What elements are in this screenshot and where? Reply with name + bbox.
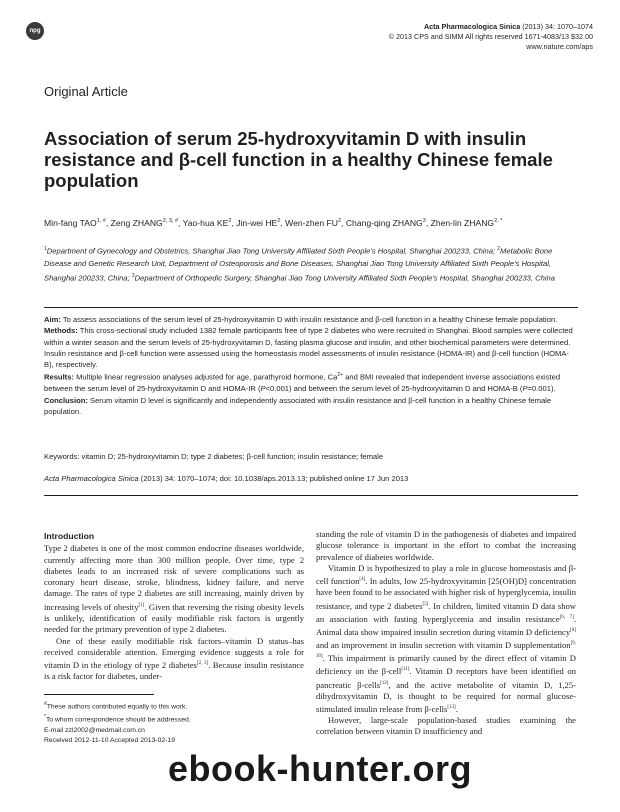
copyright-line: © 2013 CPS and SIMM All rights reserved 1671-4083/13 $32.00 [388,32,593,41]
footnote-sup: # [44,701,47,707]
abstract-bottom-rule [44,495,578,496]
author-sup: 3 [422,218,426,225]
author-sup: 2 [338,218,342,225]
results-text: =0.001). [527,384,556,394]
abstract-conclusion [44,395,578,418]
citation-line [44,474,578,483]
paragraph [316,563,576,715]
affil-sup: 2 [497,246,501,252]
results-sup: 2+ [337,372,344,379]
paragraph [44,543,304,635]
author-sup: 2, 3, # [162,218,179,225]
paragraph-text: Type 2 diabetes is one of the most common endocrine diseases worldwide, currently affecting more than 300 million people. Over time, type 2 diabetes leads to an increased risk of severe complications such as coronary heart disease, stroke, blindness, kidney failure, and nerve damage. The rates of type 2 diabetes are still increasing, mainly driven by increasing levels of obesity [44,543,304,612]
volume-line: (2013) 34: 1070–1074 [522,22,593,31]
body-column-right [316,529,576,738]
masthead [389,22,593,52]
citation-details: (2013) 34: 1070–1074; doi: 10.1038/aps.2013.13; published online 17 Jun 2013 [138,474,409,483]
paragraph-text: . Because insulin resistance is a risk factor for diabetes, under- [44,659,304,682]
affiliation-1: Department of Gynecology and Obstetrics, Shanghai Jiao Tong University Affiliated Sixth People's Hospital, Shanghai 200233, China; [46,246,496,256]
author: Wen-zhen FU [285,218,338,228]
author-list: Min-fang $TAO^{1, \#}$, Zeng $ZHANG^{2, 3, \#}$, Yao-hua $KE^2$, Jin-wei $HE^2$, Wen-zhen $FU^2$, Chang-qing ZHANG$^3$, Zhen-lin $ZHANG^{2, *}$ [44,218,503,228]
journal-name: Acta Pharmacologica Sinica [423,22,521,31]
paragraph-text: . [455,703,458,714]
reference-citation[interactable]: [6, 7] [559,614,574,620]
reference-citation[interactable]: [4] [359,577,366,583]
paragraph: standing the role of vitamin D in the pathogenesis of diabetes and impaired glucose tolerance is important in the effort to combat the increasing prevalence of diabetes worldwide. [316,529,576,562]
reference-citation[interactable]: [5] [422,601,429,607]
reference-citation[interactable]: [8] [570,627,576,633]
footnote-text: To whom correspondence should be addressed. [45,716,191,724]
author: Zhen-lin ZHANG [430,218,495,228]
reference-citation[interactable]: [12] [380,680,389,686]
abstract-results [44,370,578,394]
abstract-methods [44,325,578,370]
npg-logo: npg [26,22,44,40]
conclusion-label: Conclusion: [44,395,88,405]
reference-citation[interactable]: [13] [447,705,456,711]
reference-citation[interactable]: [1] [138,602,145,608]
paragraph-text: . In adults, low 25-hydroxyvitamin [25(OH)D] concentration have been found to be associated with higher risk of hyperglycemia, insulin resistance, and type 2 diabetes [316,576,576,611]
conclusion-text: Serum vitamin D level is significantly and independently associated with insulin resistance and β-cell function in a healthy Chinese female population. [44,395,552,416]
journal-website[interactable]: www.nature.com/aps [526,42,593,51]
author: Min-fang TAO [44,218,97,228]
affil-sup: 3 [131,272,135,279]
footnote-text: These authors contributed equally to this work. [46,703,188,711]
paragraph-text: One of these easily modifiable risk factors–vitamin D status–has received considerable attention. Emerging evidence suggests a role for vitamin D in the etiology of type 2 diabetes [44,635,304,670]
author-sup: 2 [228,218,232,225]
paragraph-text: . In children, limited vitamin D data show an association with fasting hyperglycemia and insulin resistance [316,600,577,624]
author: Zeng ZHANG [110,218,163,228]
article-title: Association of serum 25-hydroxyvitamin D with insulin resistance and β-cell function in a healthy Chinese female population [44,128,553,191]
author: Jin-wei HE [236,218,278,228]
footnote-email[interactable]: E-mail zzl2002@medmail.com.cn [44,726,145,734]
footnote-dates: Received 2012-11-10 Accepted 2013-02-19 [44,736,175,744]
paragraph-text: . Given that reversing the rising obesity levels is unlikely, identification of easily modifiable risk factors is urgently needed for the primary prevention of type 2 diabetes. [44,601,304,635]
abstract-aim [44,314,578,325]
reference-citation[interactable]: [2, 3] [196,661,209,667]
author-sup: 2, * [494,218,503,225]
intro-heading: Introduction [44,531,95,541]
author-sup: 2 [277,218,281,225]
article-type: Original Article [44,84,128,99]
results-text: and BMI revealed that independent inverse associations existed between the serum level of 25-hydroxyvitamin D and HOMA-IR ( [44,373,561,394]
methods-label: Methods: [44,326,78,336]
author: Chang-qing ZHANG [345,218,423,228]
paragraph-text: and an improvement in insulin secretion with vitamin D supplementation [316,639,571,650]
citation-journal: Acta Pharmacologica Sinica [44,474,139,483]
aim-text: To assess associations of the serum level of 25-hydroxyvitamin D with insulin resistance and β-cell function in a healthy Chinese female population. [62,315,558,324]
author: Yao-hua KE [182,218,229,228]
paragraph-text: , and the active metabolite of vitamin D, 1,25-dihydroxyvitamin D, is thought to be required for normal glucose-stimulated insulin release from β-cells [316,679,576,714]
reference-citation[interactable]: [9, 10] [316,641,576,660]
aim-label: Aim: [44,315,61,324]
footnotes [44,694,306,746]
paragraph-text: . Vitamin D receptors have been identified on pancreatic β-cells [316,666,576,690]
abstract-top-rule [44,307,578,308]
footnote-correspondence [44,712,306,725]
results-text: <0.001) and between the serum level of 25-hydroxyvitamin D and HOMA-B ( [265,384,523,394]
results-label: Results: [44,373,74,383]
p-symbol: P [522,384,528,394]
affil-sup: 1 [44,246,47,252]
methods-text: This cross-sectional study included 1382 female participants free of type 2 diabetes who were recruited in Shanghai. Blood samples were collected within a winter season and the serum levels of 25-hydroxyvitamin D, fasting plasma glucose and insulin, and other biochemical parameters were determined. Insulin resistance and β-cell function were assessed using the homeostasis model assessments of insulin resistance (HOMA-IR) and β-cell function (HOMA-B), respectively. [44,326,573,370]
watermark: ebook-hunter.org [168,748,472,789]
reference-citation[interactable]: [11] [401,667,410,673]
paragraph [44,636,304,683]
footnote-rule [44,694,154,695]
p-symbol: P [260,384,266,394]
body-column-left [44,531,304,683]
footnote-sup: * [44,714,46,721]
paragraph-text: . This impairment is primarily caused by the direct effect of vitamin D deficiency on the β-cell [316,653,576,677]
paragraph: However, large-scale population-based studies examining the correlation between vitamin D insufficiency and [316,715,576,737]
affiliation-3: Department of Orthopedic Surgery, Shanghai Jiao Tong University Affiliated Sixth People's Hospital, Shanghai 200233, China [134,273,555,283]
paragraph-text: Vitamin D is hypothesized to play a role in glucose homeostasis and β-cell function [316,562,576,587]
results-text: Multiple linear regression analyses adjusted for age, parathyroid hormone, Ca [76,373,338,383]
affiliation-2: Metabolic Bone Disease and Genetic Research Unit, Department of Osteoporosis and Bone Diseases, Shanghai Jiao Tong University Affiliated Sixth People's Hospital, Shanghai 200233, China; [44,246,553,283]
footnote-equal-contribution [44,699,306,712]
paragraph-text: . Animal data show impaired insulin secretion during vitamin D deficiency [316,613,576,637]
affiliations [44,243,580,284]
abstract [44,314,578,417]
keywords: Keywords: vitamin D; 25-hydroxyvitamin D; type 2 diabetes; β-cell function; insulin resistance; female [44,452,384,461]
author-sup: 1, # [96,218,106,225]
